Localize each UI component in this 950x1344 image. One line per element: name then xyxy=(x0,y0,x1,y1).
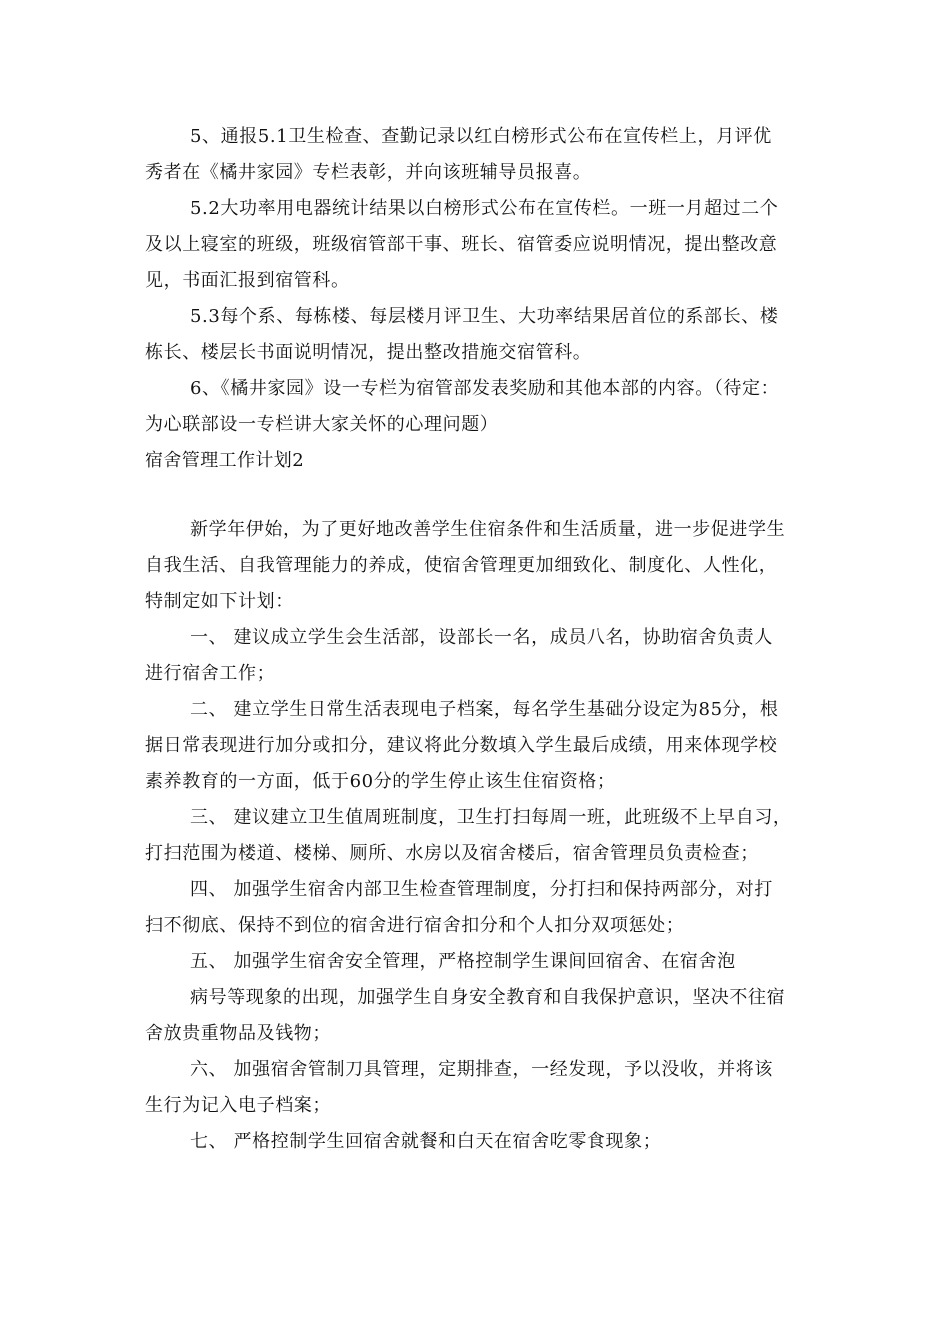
paragraph-5-2-line-3: 见，书面汇报到宿管科。 xyxy=(145,270,350,291)
paragraph-5-2-line-1: 5.2大功率用电器统计结果以白榜形式公布在宣传栏。一班一月超过二个 xyxy=(190,198,779,219)
intro-line-3: 特制定如下计划： xyxy=(145,591,294,612)
paragraph-5-3-line-2: 栋长、楼层长书面说明情况，提出整改措施交宿管科。 xyxy=(145,342,592,363)
paragraph-5-2-line-2: 及以上寝室的班级，班级宿管部干事、班长、宿管委应说明情况，提出整改意 xyxy=(145,234,778,255)
item-2-line-2: 据日常表现进行加分或扣分，建议将此分数填入学生最后成绩，用来体现学校 xyxy=(145,735,778,756)
item-2-line-3: 素养教育的一方面，低于60分的学生停止该生住宿资格； xyxy=(145,771,616,792)
paragraph-5-1-line-2: 秀者在《橘井家园》专栏表彰，并向该班辅导员报喜。 xyxy=(145,162,592,183)
item-1-line-1: 一、 建议成立学生会生活部，设部长一名，成员八名，协助宿舍负责人 xyxy=(190,627,773,648)
item-5-line-3: 舍放贵重物品及钱物； xyxy=(145,1023,331,1044)
paragraph-6-line-1: 6、《橘井家园》设一专栏为宿管部发表奖励和其他本部的内容。（待定： xyxy=(190,378,780,399)
item-3-line-1: 三、 建议建立卫生值周班制度，卫生打扫每周一班，此班级不上早自习， xyxy=(190,807,792,828)
section-heading: 宿舍管理工作计划2 xyxy=(145,450,305,471)
item-4-line-2: 扫不彻底、保持不到位的宿舍进行宿舍扣分和个人扣分双项惩处； xyxy=(145,915,685,936)
item-6-line-2: 生行为记入电子档案； xyxy=(145,1095,331,1116)
intro-line-1: 新学年伊始，为了更好地改善学生住宿条件和生活质量，进一步促进学生 xyxy=(190,519,786,540)
item-6-line-1: 六、 加强宿舍管制刀具管理，定期排查，一经发现，予以没收，并将该 xyxy=(190,1059,773,1080)
item-4-line-1: 四、 加强学生宿舍内部卫生检查管理制度，分打扫和保持两部分，对打 xyxy=(190,879,773,900)
item-7-line-1: 七、 严格控制学生回宿舍就餐和白天在宿舍吃零食现象； xyxy=(190,1131,662,1152)
item-2-line-1: 二、 建立学生日常生活表现电子档案，每名学生基础分设定为85分，根 xyxy=(190,699,779,720)
paragraph-5-1-line-1: 5、通报5.1卫生检查、查勤记录以红白榜形式公布在宣传栏上，月评优 xyxy=(190,126,772,147)
item-5-line-2: 病号等现象的出现，加强学生自身安全教育和自我保护意识，坚决不往宿 xyxy=(190,987,786,1008)
intro-line-2: 自我生活、自我管理能力的养成，使宿舍管理更加细致化、制度化、人性化， xyxy=(145,555,778,576)
paragraph-5-3-line-1: 5.3每个系、每栋楼、每层楼月评卫生、大功率结果居首位的系部长、楼 xyxy=(190,306,779,327)
paragraph-6-line-2: 为心联部设一专栏讲大家关怀的心理问题） xyxy=(145,414,499,435)
item-1-line-2: 进行宿舍工作； xyxy=(145,663,276,684)
item-5-line-1: 五、 加强学生宿舍安全管理，严格控制学生课间回宿舍、在宿舍泡 xyxy=(190,951,736,972)
item-3-line-2: 打扫范围为楼道、楼梯、厕所、水房以及宿舍楼后，宿舍管理员负责检查； xyxy=(145,843,759,864)
